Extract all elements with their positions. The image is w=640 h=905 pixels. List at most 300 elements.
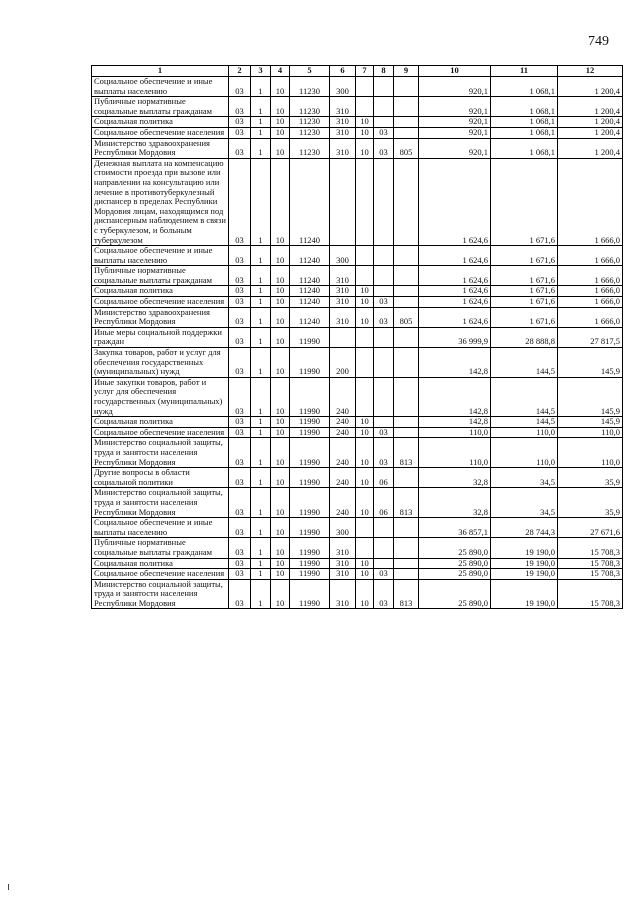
code-cell: 10 xyxy=(271,348,290,378)
code-cell: 10 xyxy=(271,569,290,580)
code-cell: 1 xyxy=(251,558,271,569)
code-cell: 10 xyxy=(271,377,290,416)
code-cell: 10 xyxy=(271,307,290,327)
ministry-code-cell xyxy=(394,558,419,569)
type-code-cell: 240 xyxy=(330,488,356,518)
table-row xyxy=(92,246,623,266)
amount-2022-cell: 1 666,0 xyxy=(558,297,623,308)
table-row xyxy=(92,327,623,347)
amount-2022-cell: 15 708,3 xyxy=(558,569,623,580)
section-code-cell: 10 xyxy=(356,558,374,569)
row-name-cell: Социальное обеспечение населения xyxy=(92,569,229,580)
code-cell: 1 xyxy=(251,569,271,580)
amount-2020-cell: 142,8 xyxy=(419,377,491,416)
section-code-cell: 10 xyxy=(356,579,374,609)
section-code-cell: 10 xyxy=(356,438,374,468)
ministry-code-cell xyxy=(394,266,419,286)
type-code-cell: 300 xyxy=(330,246,356,266)
row-name-cell: Министерство социальной защиты, труда и занятости населения Республики Мордовия xyxy=(92,488,229,518)
ministry-code-cell xyxy=(394,297,419,308)
code-cell: 1 xyxy=(251,538,271,558)
amount-2020-cell: 25 890,0 xyxy=(419,558,491,569)
amount-2021-cell: 1 068,1 xyxy=(491,97,558,117)
subsection-code-cell xyxy=(374,558,394,569)
amount-2022-cell: 110,0 xyxy=(558,438,623,468)
code-cell: 10 xyxy=(271,266,290,286)
header-row xyxy=(92,66,623,77)
code-cell: 03 xyxy=(229,297,251,308)
row-name-cell: Закупка товаров, работ и услуг для обеспечения государственных (муниципальных) нужд xyxy=(92,348,229,378)
type-code-cell: 310 xyxy=(330,127,356,138)
target-code-cell: 11230 xyxy=(290,117,330,128)
code-cell: 10 xyxy=(271,538,290,558)
code-cell: 10 xyxy=(271,327,290,347)
code-cell: 10 xyxy=(271,417,290,428)
amount-2022-cell: 1 200,4 xyxy=(558,127,623,138)
amount-2022-cell: 1 666,0 xyxy=(558,307,623,327)
row-name-cell: Публичные нормативные социальные выплаты гражданам xyxy=(92,266,229,286)
code-cell: 03 xyxy=(229,558,251,569)
header-cell: 10 xyxy=(419,66,491,77)
target-code-cell: 11990 xyxy=(290,558,330,569)
subsection-code-cell: 03 xyxy=(374,569,394,580)
ministry-code-cell xyxy=(394,427,419,438)
table-row xyxy=(92,427,623,438)
type-code-cell: 310 xyxy=(330,538,356,558)
table-row xyxy=(92,158,623,245)
section-code-cell xyxy=(356,327,374,347)
code-cell: 10 xyxy=(271,579,290,609)
type-code-cell: 310 xyxy=(330,266,356,286)
target-code-cell: 11240 xyxy=(290,246,330,266)
section-code-cell: 10 xyxy=(356,468,374,488)
code-cell: 03 xyxy=(229,468,251,488)
amount-2021-cell: 1 671,6 xyxy=(491,286,558,297)
code-cell: 03 xyxy=(229,438,251,468)
code-cell: 03 xyxy=(229,377,251,416)
ministry-code-cell xyxy=(394,158,419,245)
code-cell: 03 xyxy=(229,246,251,266)
row-name-cell: Социальное обеспечение и иные выплаты населению xyxy=(92,518,229,538)
row-name-cell: Публичные нормативные социальные выплаты гражданам xyxy=(92,97,229,117)
amount-2022-cell: 1 666,0 xyxy=(558,286,623,297)
ministry-code-cell xyxy=(394,569,419,580)
amount-2022-cell: 1 666,0 xyxy=(558,246,623,266)
header-cell: 1 xyxy=(92,66,229,77)
code-cell: 10 xyxy=(271,286,290,297)
target-code-cell: 11990 xyxy=(290,417,330,428)
subsection-code-cell xyxy=(374,97,394,117)
ministry-code-cell xyxy=(394,127,419,138)
target-code-cell: 11240 xyxy=(290,307,330,327)
table-row xyxy=(92,518,623,538)
amount-2021-cell: 1 068,1 xyxy=(491,127,558,138)
code-cell: 10 xyxy=(271,468,290,488)
code-cell: 10 xyxy=(271,246,290,266)
type-code-cell: 310 xyxy=(330,579,356,609)
subsection-code-cell xyxy=(374,286,394,297)
row-name-cell: Социальная политика xyxy=(92,286,229,297)
type-code-cell: 310 xyxy=(330,97,356,117)
amount-2021-cell: 144,5 xyxy=(491,348,558,378)
row-name-cell: Публичные нормативные социальные выплаты гражданам xyxy=(92,538,229,558)
header-cell: 5 xyxy=(290,66,330,77)
row-name-cell: Иные закупки товаров, работ и услуг для обеспечения государственных (муниципальных) нужд xyxy=(92,377,229,416)
subsection-code-cell xyxy=(374,417,394,428)
amount-2020-cell: 920,1 xyxy=(419,77,491,97)
code-cell: 03 xyxy=(229,117,251,128)
section-code-cell: 10 xyxy=(356,286,374,297)
ministry-code-cell xyxy=(394,377,419,416)
header-cell: 4 xyxy=(271,66,290,77)
type-code-cell xyxy=(330,158,356,245)
ministry-code-cell xyxy=(394,348,419,378)
section-code-cell: 10 xyxy=(356,297,374,308)
amount-2020-cell: 25 890,0 xyxy=(419,579,491,609)
amount-2020-cell: 110,0 xyxy=(419,427,491,438)
amount-2022-cell: 1 666,0 xyxy=(558,266,623,286)
code-cell: 1 xyxy=(251,297,271,308)
amount-2020-cell: 110,0 xyxy=(419,438,491,468)
amount-2022-cell: 145,9 xyxy=(558,348,623,378)
ministry-code-cell: 805 xyxy=(394,307,419,327)
subsection-code-cell: 03 xyxy=(374,297,394,308)
code-cell: 03 xyxy=(229,538,251,558)
scan-mark xyxy=(8,884,12,890)
table-row xyxy=(92,488,623,518)
target-code-cell: 11990 xyxy=(290,348,330,378)
target-code-cell: 11230 xyxy=(290,77,330,97)
code-cell: 03 xyxy=(229,138,251,158)
amount-2020-cell: 36 857,1 xyxy=(419,518,491,538)
section-code-cell xyxy=(356,518,374,538)
target-code-cell: 11990 xyxy=(290,579,330,609)
code-cell: 1 xyxy=(251,266,271,286)
subsection-code-cell xyxy=(374,266,394,286)
amount-2020-cell: 32,8 xyxy=(419,468,491,488)
amount-2021-cell: 1 671,6 xyxy=(491,307,558,327)
table-row xyxy=(92,138,623,158)
code-cell: 03 xyxy=(229,127,251,138)
section-code-cell: 10 xyxy=(356,307,374,327)
section-code-cell: 10 xyxy=(356,117,374,128)
amount-2020-cell: 920,1 xyxy=(419,117,491,128)
code-cell: 03 xyxy=(229,579,251,609)
code-cell: 10 xyxy=(271,158,290,245)
amount-2021-cell: 144,5 xyxy=(491,377,558,416)
code-cell: 1 xyxy=(251,579,271,609)
budget-table xyxy=(91,65,623,609)
table-row xyxy=(92,538,623,558)
section-code-cell xyxy=(356,348,374,378)
amount-2020-cell: 32,8 xyxy=(419,488,491,518)
section-code-cell: 10 xyxy=(356,138,374,158)
type-code-cell: 310 xyxy=(330,297,356,308)
section-code-cell: 10 xyxy=(356,417,374,428)
subsection-code-cell xyxy=(374,518,394,538)
ministry-code-cell xyxy=(394,77,419,97)
section-code-cell xyxy=(356,538,374,558)
section-code-cell: 10 xyxy=(356,488,374,518)
subsection-code-cell: 03 xyxy=(374,127,394,138)
section-code-cell: 10 xyxy=(356,569,374,580)
target-code-cell: 11990 xyxy=(290,488,330,518)
header-cell: 7 xyxy=(356,66,374,77)
table-row xyxy=(92,307,623,327)
amount-2021-cell: 34,5 xyxy=(491,488,558,518)
row-name-cell: Социальное обеспечение населения xyxy=(92,297,229,308)
amount-2021-cell: 110,0 xyxy=(491,427,558,438)
ministry-code-cell: 805 xyxy=(394,138,419,158)
table-row xyxy=(92,438,623,468)
table-row xyxy=(92,377,623,416)
header-cell: 6 xyxy=(330,66,356,77)
amount-2022-cell: 15 708,3 xyxy=(558,579,623,609)
table-row xyxy=(92,97,623,117)
header-cell: 11 xyxy=(491,66,558,77)
row-name-cell: Социальная политика xyxy=(92,417,229,428)
amount-2021-cell: 19 190,0 xyxy=(491,538,558,558)
ministry-code-cell: 813 xyxy=(394,488,419,518)
target-code-cell: 11990 xyxy=(290,518,330,538)
section-code-cell xyxy=(356,266,374,286)
amount-2020-cell: 1 624,6 xyxy=(419,297,491,308)
amount-2022-cell: 27 671,6 xyxy=(558,518,623,538)
amount-2021-cell: 19 190,0 xyxy=(491,558,558,569)
code-cell: 03 xyxy=(229,427,251,438)
amount-2021-cell: 1 671,6 xyxy=(491,246,558,266)
amount-2022-cell: 35,9 xyxy=(558,488,623,518)
code-cell: 03 xyxy=(229,417,251,428)
amount-2020-cell: 25 890,0 xyxy=(419,538,491,558)
target-code-cell: 11990 xyxy=(290,427,330,438)
table-row xyxy=(92,579,623,609)
code-cell: 10 xyxy=(271,427,290,438)
amount-2021-cell: 1 671,6 xyxy=(491,297,558,308)
section-code-cell xyxy=(356,77,374,97)
subsection-code-cell xyxy=(374,117,394,128)
subsection-code-cell: 03 xyxy=(374,307,394,327)
type-code-cell: 240 xyxy=(330,427,356,438)
row-name-cell: Социальное обеспечение и иные выплаты населению xyxy=(92,77,229,97)
code-cell: 1 xyxy=(251,158,271,245)
code-cell: 03 xyxy=(229,97,251,117)
amount-2022-cell: 15 708,3 xyxy=(558,538,623,558)
code-cell: 1 xyxy=(251,246,271,266)
ministry-code-cell xyxy=(394,246,419,266)
ministry-code-cell xyxy=(394,286,419,297)
amount-2021-cell: 19 190,0 xyxy=(491,569,558,580)
ministry-code-cell xyxy=(394,518,419,538)
amount-2020-cell: 36 999,9 xyxy=(419,327,491,347)
code-cell: 10 xyxy=(271,77,290,97)
subsection-code-cell xyxy=(374,327,394,347)
table-row xyxy=(92,117,623,128)
subsection-code-cell: 03 xyxy=(374,438,394,468)
amount-2022-cell: 1 200,4 xyxy=(558,117,623,128)
amount-2021-cell: 1 068,1 xyxy=(491,77,558,97)
amount-2021-cell: 144,5 xyxy=(491,417,558,428)
type-code-cell: 240 xyxy=(330,468,356,488)
code-cell: 10 xyxy=(271,117,290,128)
code-cell: 1 xyxy=(251,117,271,128)
target-code-cell: 11240 xyxy=(290,286,330,297)
code-cell: 1 xyxy=(251,438,271,468)
type-code-cell: 240 xyxy=(330,417,356,428)
row-name-cell: Министерство социальной защиты, труда и занятости населения Республики Мордовия xyxy=(92,438,229,468)
type-code-cell: 240 xyxy=(330,438,356,468)
target-code-cell: 11240 xyxy=(290,266,330,286)
code-cell: 10 xyxy=(271,438,290,468)
amount-2021-cell: 28 744,3 xyxy=(491,518,558,538)
table-row xyxy=(92,417,623,428)
table-row xyxy=(92,77,623,97)
amount-2022-cell: 1 200,4 xyxy=(558,138,623,158)
ministry-code-cell xyxy=(394,417,419,428)
code-cell: 1 xyxy=(251,348,271,378)
amount-2020-cell: 142,8 xyxy=(419,417,491,428)
row-name-cell: Другие вопросы в области социальной политики xyxy=(92,468,229,488)
amount-2020-cell: 25 890,0 xyxy=(419,569,491,580)
section-code-cell xyxy=(356,158,374,245)
header-cell: 2 xyxy=(229,66,251,77)
code-cell: 10 xyxy=(271,558,290,569)
amount-2020-cell: 1 624,6 xyxy=(419,158,491,245)
subsection-code-cell xyxy=(374,348,394,378)
table-row xyxy=(92,348,623,378)
code-cell: 1 xyxy=(251,488,271,518)
table-row xyxy=(92,297,623,308)
ministry-code-cell xyxy=(394,327,419,347)
code-cell: 1 xyxy=(251,518,271,538)
code-cell: 03 xyxy=(229,266,251,286)
amount-2022-cell: 145,9 xyxy=(558,417,623,428)
amount-2020-cell: 1 624,6 xyxy=(419,266,491,286)
amount-2021-cell: 34,5 xyxy=(491,468,558,488)
subsection-code-cell: 06 xyxy=(374,468,394,488)
type-code-cell: 240 xyxy=(330,377,356,416)
type-code-cell: 310 xyxy=(330,569,356,580)
row-name-cell: Денежная выплата на компенсацию стоимости проезда при вызове или направлении на консультацию или лечение в противотуберкулезный диспансер в пределах Республики Мордовия лицам, находящимся под диспансерным наблюдением в связи с туберкулезом, и больным туберкулезом xyxy=(92,158,229,245)
amount-2020-cell: 1 624,6 xyxy=(419,307,491,327)
amount-2022-cell: 1 666,0 xyxy=(558,158,623,245)
ministry-code-cell xyxy=(394,538,419,558)
amount-2021-cell: 1 671,6 xyxy=(491,266,558,286)
amount-2022-cell: 110,0 xyxy=(558,427,623,438)
amount-2021-cell: 28 888,8 xyxy=(491,327,558,347)
code-cell: 03 xyxy=(229,488,251,518)
amount-2022-cell: 15 708,3 xyxy=(558,558,623,569)
subsection-code-cell xyxy=(374,77,394,97)
type-code-cell: 310 xyxy=(330,138,356,158)
amount-2020-cell: 1 624,6 xyxy=(419,286,491,297)
code-cell: 1 xyxy=(251,427,271,438)
amount-2022-cell: 145,9 xyxy=(558,377,623,416)
code-cell: 10 xyxy=(271,138,290,158)
type-code-cell: 310 xyxy=(330,286,356,297)
code-cell: 10 xyxy=(271,297,290,308)
code-cell: 1 xyxy=(251,468,271,488)
amount-2020-cell: 1 624,6 xyxy=(419,246,491,266)
section-code-cell xyxy=(356,246,374,266)
target-code-cell: 11990 xyxy=(290,327,330,347)
subsection-code-cell xyxy=(374,158,394,245)
ministry-code-cell: 813 xyxy=(394,579,419,609)
type-code-cell xyxy=(330,327,356,347)
ministry-code-cell xyxy=(394,97,419,117)
table-row xyxy=(92,569,623,580)
amount-2020-cell: 920,1 xyxy=(419,97,491,117)
header-cell: 3 xyxy=(251,66,271,77)
ministry-code-cell: 813 xyxy=(394,438,419,468)
row-name-cell: Социальная политика xyxy=(92,117,229,128)
section-code-cell: 10 xyxy=(356,427,374,438)
page-number: 749 xyxy=(588,34,609,49)
type-code-cell: 300 xyxy=(330,518,356,538)
section-code-cell xyxy=(356,97,374,117)
table-row xyxy=(92,468,623,488)
amount-2022-cell: 1 200,4 xyxy=(558,97,623,117)
section-code-cell xyxy=(356,377,374,416)
target-code-cell: 11990 xyxy=(290,569,330,580)
type-code-cell: 310 xyxy=(330,307,356,327)
target-code-cell: 11990 xyxy=(290,377,330,416)
row-name-cell: Социальное обеспечение населения xyxy=(92,127,229,138)
table-body xyxy=(92,77,623,609)
amount-2020-cell: 142,8 xyxy=(419,348,491,378)
type-code-cell: 200 xyxy=(330,348,356,378)
ministry-code-cell xyxy=(394,468,419,488)
code-cell: 1 xyxy=(251,417,271,428)
code-cell: 1 xyxy=(251,286,271,297)
row-name-cell: Министерство здравоохранения Республики Мордовия xyxy=(92,138,229,158)
row-name-cell: Министерство социальной защиты, труда и занятости населения Республики Мордовия xyxy=(92,579,229,609)
code-cell: 1 xyxy=(251,138,271,158)
amount-2021-cell: 19 190,0 xyxy=(491,579,558,609)
table-row xyxy=(92,266,623,286)
code-cell: 1 xyxy=(251,377,271,416)
target-code-cell: 11240 xyxy=(290,297,330,308)
code-cell: 03 xyxy=(229,518,251,538)
target-code-cell: 11230 xyxy=(290,138,330,158)
code-cell: 1 xyxy=(251,97,271,117)
row-name-cell: Иные меры социальной поддержки граждан xyxy=(92,327,229,347)
code-cell: 03 xyxy=(229,307,251,327)
code-cell: 03 xyxy=(229,286,251,297)
subsection-code-cell xyxy=(374,538,394,558)
amount-2020-cell: 920,1 xyxy=(419,127,491,138)
amount-2022-cell: 35,9 xyxy=(558,468,623,488)
code-cell: 03 xyxy=(229,569,251,580)
ministry-code-cell xyxy=(394,117,419,128)
row-name-cell: Социальное обеспечение населения xyxy=(92,427,229,438)
code-cell: 1 xyxy=(251,307,271,327)
amount-2020-cell: 920,1 xyxy=(419,138,491,158)
type-code-cell: 310 xyxy=(330,558,356,569)
code-cell: 03 xyxy=(229,77,251,97)
table-row xyxy=(92,286,623,297)
target-code-cell: 11240 xyxy=(290,158,330,245)
code-cell: 03 xyxy=(229,327,251,347)
amount-2021-cell: 1 068,1 xyxy=(491,138,558,158)
amount-2022-cell: 27 817,5 xyxy=(558,327,623,347)
target-code-cell: 11990 xyxy=(290,538,330,558)
header-cell: 8 xyxy=(374,66,394,77)
code-cell: 10 xyxy=(271,97,290,117)
header-cell: 12 xyxy=(558,66,623,77)
row-name-cell: Социальное обеспечение и иные выплаты населению xyxy=(92,246,229,266)
subsection-code-cell xyxy=(374,246,394,266)
